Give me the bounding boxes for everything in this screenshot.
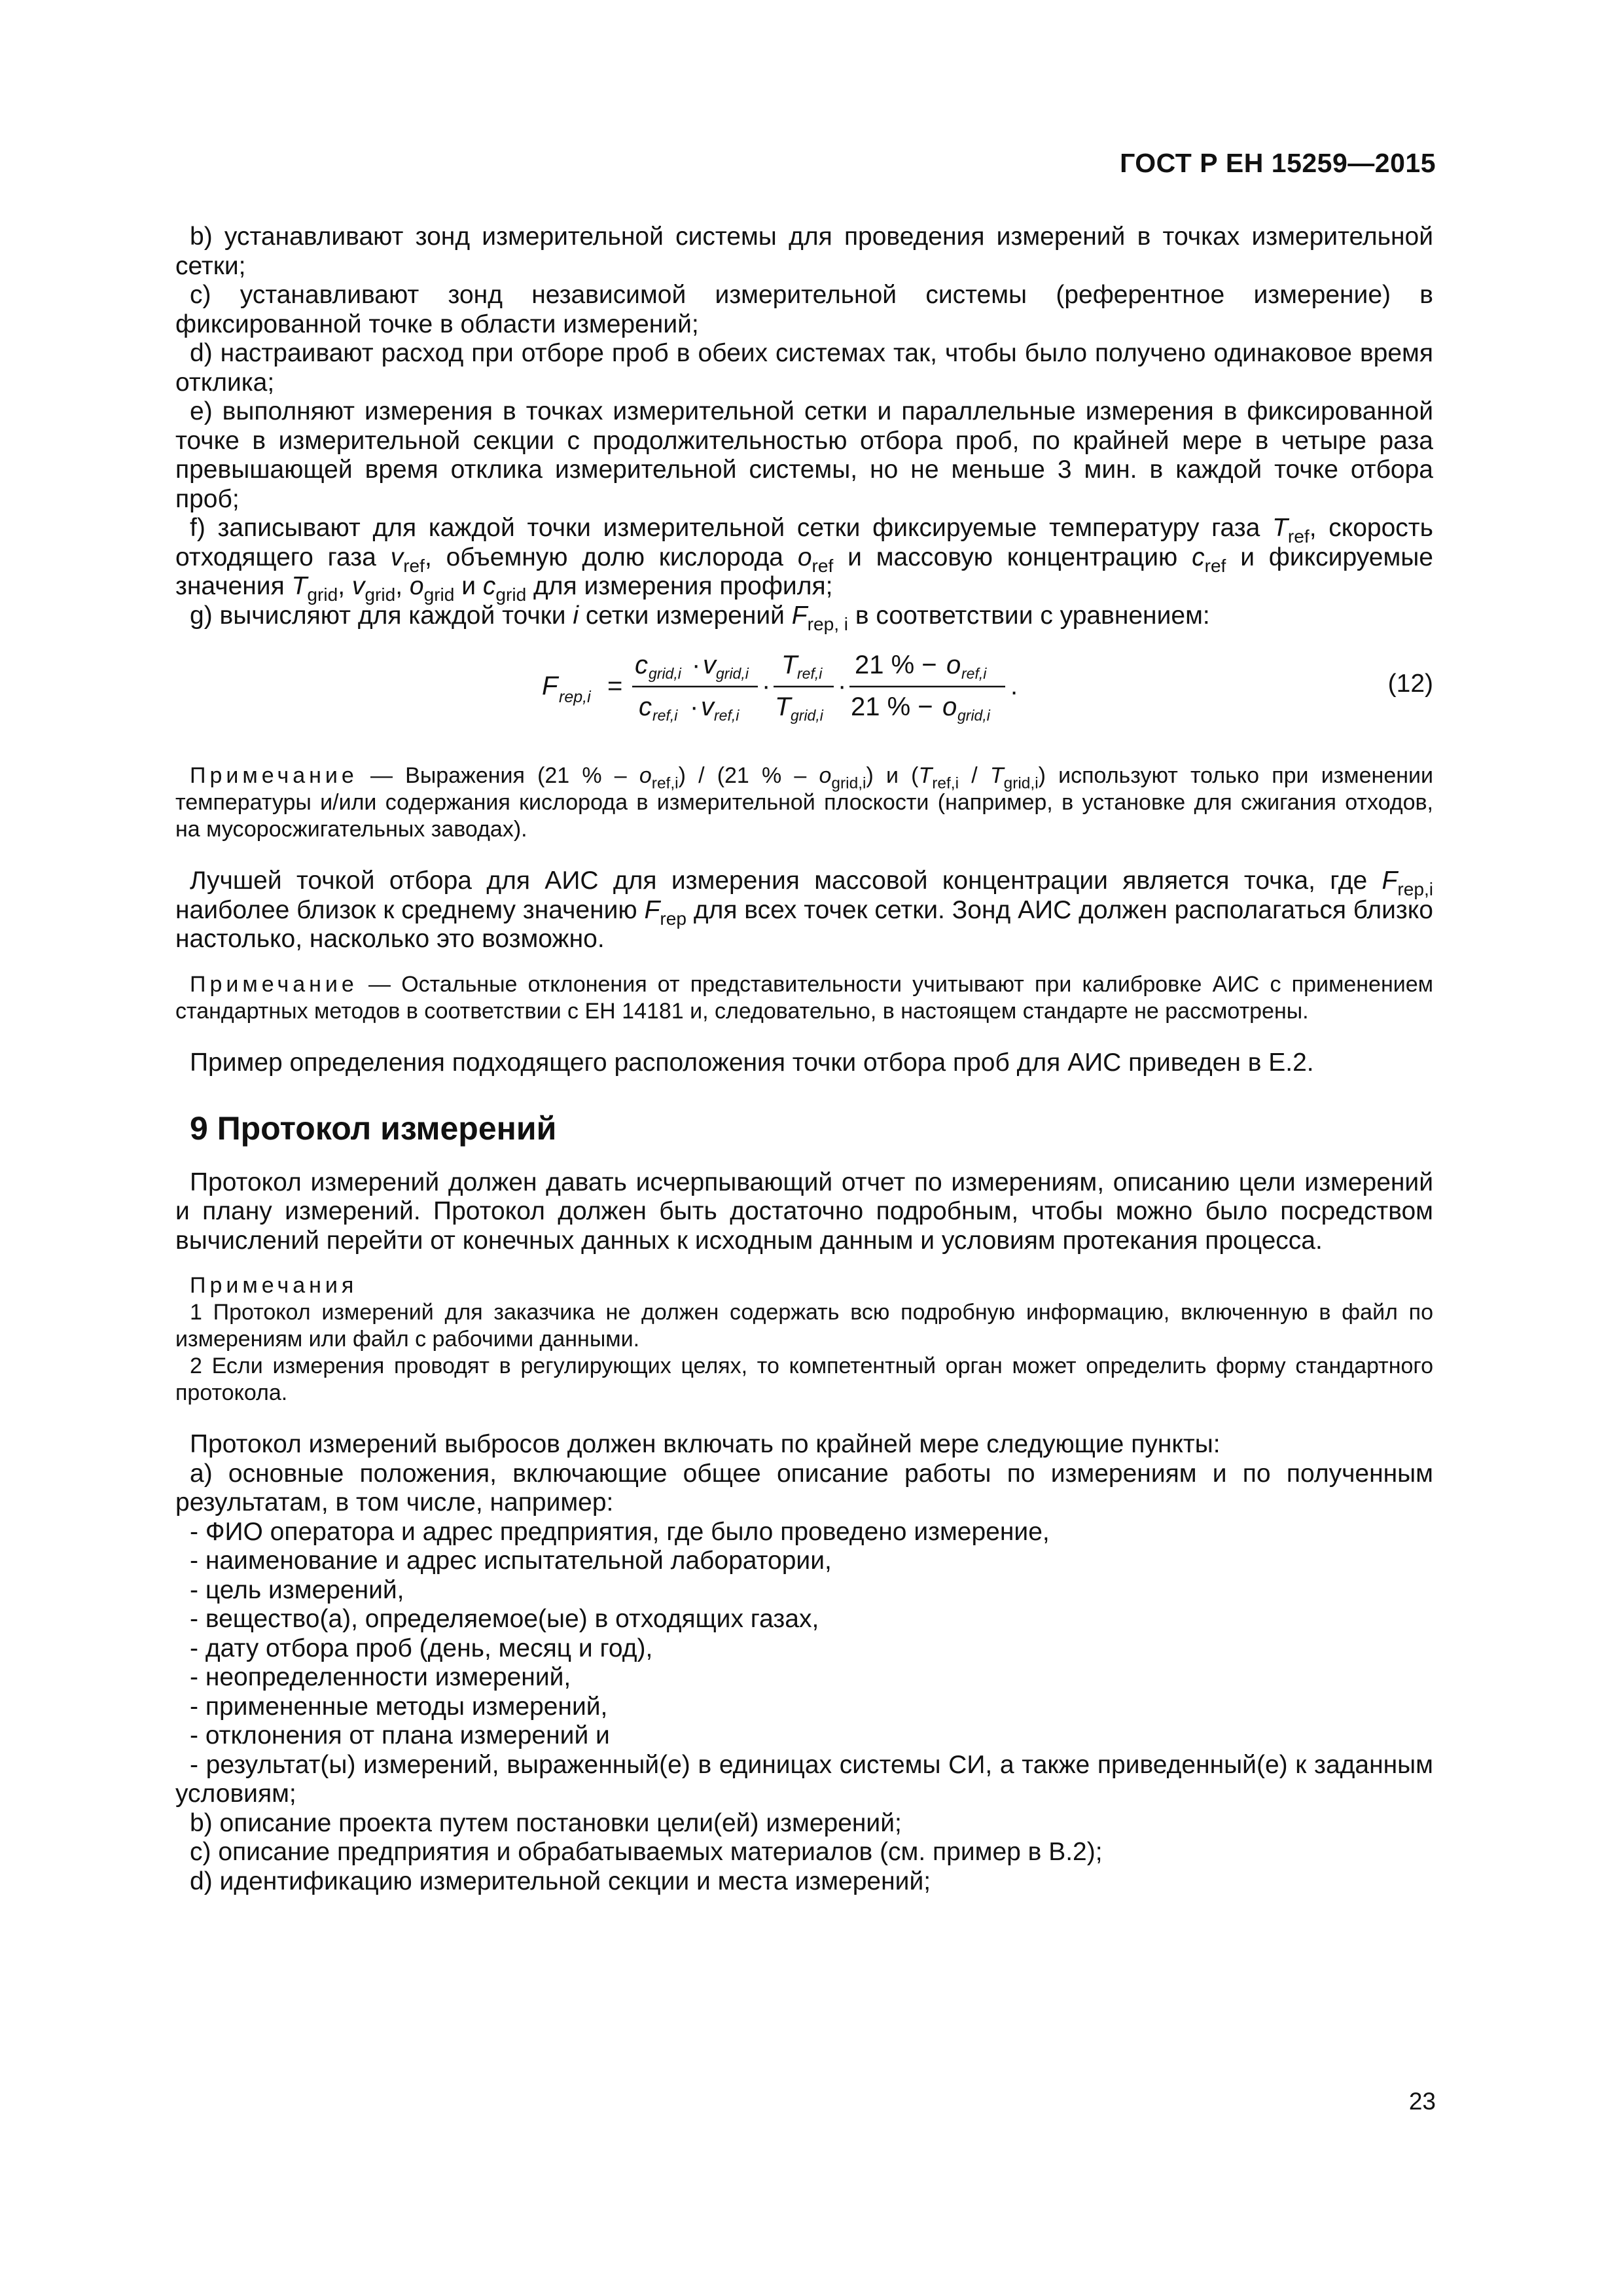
- dash-item: - наименование и адрес испытательной лаборатории,: [190, 1547, 832, 1575]
- item-c: c) описание предприятия и обрабатываемых материалов (см. пример в В.2);: [190, 1838, 1103, 1866]
- spacer: [175, 1407, 1433, 1430]
- var-v: v: [390, 543, 404, 571]
- var-o: o: [819, 763, 832, 788]
- f1-num-v-sub: grid,i: [716, 665, 749, 682]
- paragraph-e: e) выполняют измерения в точках измерительной сетки и параллельные измерения в фиксированной точке в измерительной секции с продолжительностью отбора проб, по крайней мере в четыре раза превышающей время отклика измерительной системы, но не меньше 3 мин. в каждой точке отбора проб;: [175, 397, 1433, 513]
- f3-den-sub: grid,i: [957, 707, 990, 724]
- standard-code-header: ГОСТ Р ЕН 15259—2015: [1120, 148, 1436, 178]
- var-c: c: [482, 572, 496, 600]
- spacer: [175, 1255, 1433, 1272]
- equation-12: [175, 638, 1433, 736]
- subscript: ref,i: [651, 774, 679, 793]
- note-lead: Примечание: [190, 971, 358, 997]
- subscript: rep,i: [1397, 878, 1433, 899]
- equation-formula: [542, 638, 1065, 736]
- dash-item: - дату отбора проб (день, месяц и год),: [190, 1634, 653, 1662]
- notes-title: [175, 1272, 1433, 1299]
- subscript: grid: [307, 584, 338, 605]
- dash-item: - результат(ы) измерений, выраженный(е) в единицах системы СИ, а также приведенный(е) к заданным условиям;: [175, 1750, 1433, 1808]
- text-run: , объемную долю кислорода: [424, 543, 798, 571]
- dash-item: - вещество(а), определяемое(ые) в отходящих газах,: [190, 1605, 819, 1633]
- text-run: и фиксируемые значения: [175, 543, 1434, 600]
- f2-den-sub: grid,i: [791, 707, 823, 724]
- f1-num-dot: ·: [692, 651, 701, 679]
- subscript: grid: [423, 584, 455, 605]
- f2-num-T: T: [781, 651, 798, 679]
- var-T: T: [918, 763, 933, 788]
- text-run: ) / (21 % –: [678, 763, 819, 788]
- var-T: T: [990, 763, 1004, 788]
- var-T: T: [1272, 514, 1288, 542]
- var-o: o: [797, 543, 812, 571]
- item-b: b) описание проекта путем постановки цели(ей) измерений;: [190, 1808, 902, 1837]
- text-run: и массовую концентрацию: [833, 543, 1192, 571]
- var-i: i: [573, 601, 579, 630]
- subscript: ref: [1287, 526, 1310, 547]
- text-run: сетки измерений: [579, 601, 792, 630]
- var-v: v: [351, 572, 365, 600]
- f1-den-c-sub: ref,i: [652, 707, 678, 724]
- subscript: ref,i: [932, 774, 959, 793]
- text-run: Лучшей точкой отбора для АИС для измерения массовой концентрации является точка, где: [190, 867, 1382, 895]
- paragraph-c: c) устанавливают зонд независимой измерительной системы (референтное измерение) в фиксированной точке в области измерений;: [175, 281, 1433, 338]
- eq-lhs-var: F: [542, 672, 558, 700]
- subscript: grid,i: [831, 774, 866, 793]
- f3-num-text: 21 % −: [855, 651, 937, 679]
- dash-item: - цель измерений,: [190, 1575, 404, 1604]
- dash-item: - неопределенности измерений,: [190, 1663, 571, 1691]
- item-d: d) идентификацию измерительной секции и места измерений;: [190, 1867, 931, 1895]
- text-run: ,: [395, 572, 410, 600]
- f3-den-text: 21 % −: [851, 692, 933, 721]
- item-a: a) основные положения, включающие общее описание работы по измерениям и по полученным результатам, в том числе, например:: [175, 1459, 1433, 1516]
- eq-period: .: [1010, 672, 1018, 700]
- note-2: [175, 971, 1433, 1025]
- text-run: для измерения профиля;: [526, 572, 833, 600]
- subscript: ref: [812, 555, 834, 576]
- f3-num-o: o: [946, 651, 961, 679]
- items-intro: Протокол измерений выбросов должен включать по крайней мере следующие пункты:: [190, 1430, 1221, 1458]
- text-run: и: [454, 572, 483, 600]
- note-text: Остальные отклонения от представительности учитывают при калибровке АИС с применением стандартных методов в соответствии с ЕН 14181 и, следовательно, в настоящем стандарте не рассмотрены.: [175, 971, 1433, 1024]
- subscript: rep, i: [807, 613, 849, 634]
- text-run: /: [959, 763, 990, 788]
- text-run: в соответствии с уравнением:: [848, 601, 1210, 630]
- best-point-paragraph: [175, 867, 1433, 954]
- eq-equals: =: [607, 672, 623, 700]
- text-run: для всех точек сетки. Зонд АИС должен располагаться близко настолько, насколько это возможно.: [175, 895, 1434, 953]
- section-9-title: 9 Протокол измерений: [190, 1110, 557, 1147]
- text-run: g) вычисляют для каждой точки: [190, 601, 573, 630]
- paragraph-d: d) настраивают расход при отборе проб в обеих системах так, чтобы было получено одинаковое время отклика;: [175, 339, 1433, 397]
- text-run: f) записывают для каждой точки измерительной сетки фиксируемые температуру газа: [190, 514, 1273, 542]
- var-F: F: [1382, 867, 1398, 895]
- f1-den-v: v: [701, 692, 714, 721]
- f1-num-c-sub: grid,i: [649, 665, 681, 682]
- note-lead: Примечание: [190, 763, 358, 788]
- eq-lhs-sub: rep,i: [559, 688, 591, 706]
- paragraph-b: b) устанавливают зонд измерительной системы для проведения измерений в точках измерительной сетки;: [175, 223, 1433, 280]
- var-T: T: [291, 572, 308, 600]
- var-F: F: [644, 895, 660, 924]
- text-run: ) и (: [866, 763, 919, 788]
- notes-lead: Примечания: [190, 1273, 358, 1298]
- paragraph-f: [175, 514, 1434, 605]
- equation-number: (12): [1387, 670, 1433, 698]
- subscript: rep: [660, 908, 687, 929]
- text-run: , скорость отходящего газа: [175, 514, 1433, 571]
- subscript: grid,i: [1003, 774, 1039, 793]
- spacer: [175, 843, 1433, 867]
- f1-den-v-sub: ref,i: [714, 707, 740, 724]
- subscript: grid: [365, 584, 396, 605]
- var-o: o: [639, 763, 652, 788]
- f2-num-sub: ref,i: [797, 665, 823, 682]
- var-F: F: [791, 601, 808, 630]
- var-c: c: [1192, 543, 1205, 571]
- spacer: [175, 954, 1433, 971]
- note-dash: —: [357, 971, 402, 997]
- subscript: ref: [1204, 555, 1226, 576]
- f3-den-o: o: [942, 692, 957, 721]
- f1-den-c: c: [639, 692, 652, 721]
- paragraph-g: [175, 601, 1433, 634]
- spacer: [175, 736, 1433, 762]
- dash-item: - примененные методы измерений,: [190, 1692, 608, 1721]
- f1-num-v: v: [703, 651, 716, 679]
- var-o: o: [409, 572, 424, 600]
- f2-den-T: T: [775, 692, 791, 721]
- spacer: [175, 1025, 1433, 1049]
- subscript: grid: [495, 584, 527, 605]
- f3-num-sub: ref,i: [961, 665, 987, 682]
- text-run: Выражения (21 % –: [405, 763, 639, 788]
- document-body: [175, 223, 1433, 1896]
- f1-den-dot: ·: [690, 692, 699, 721]
- dash-item: - ФИО оператора и адрес предприятия, где было проведено измерение,: [190, 1517, 1050, 1546]
- dash-item: - отклонения от плана измерений и: [190, 1721, 610, 1749]
- eq-dot-1: ·: [762, 672, 771, 700]
- f1-num-c: c: [635, 651, 648, 679]
- notes-item-1: 1 Протокол измерений для заказчика не должен содержать всю подробную информацию, включенную в файл по измерениям или файл с рабочими данными.: [175, 1300, 1433, 1352]
- note-dash: —: [357, 763, 406, 788]
- example-paragraph: Пример определения подходящего расположения точки отбора проб для АИС приведен в Е.2.: [190, 1048, 1314, 1077]
- subscript: ref: [403, 555, 425, 576]
- text-run: наиболее близок к среднему значению: [175, 895, 645, 924]
- page-number: 23: [1408, 2088, 1436, 2115]
- text-run: ,: [338, 572, 352, 600]
- text-run: ) используют только при изменении температуры и/или содержания кислорода в измерительной плоскости (например, в установке для сжигания отходов, на мусоросжигательных заводах).: [175, 763, 1434, 842]
- section-9-intro: Протокол измерений должен давать исчерпывающий отчет по измерениям, описанию цели измерений и плану измерений. Протокол должен быть достаточно подробным, чтобы можно было посредством вычислений перейти от конечных данных к исходным данным и условиям протекания процесса.: [175, 1168, 1433, 1255]
- notes-item-2: 2 Если измерения проводят в регулирующих целях, то компетентный орган может определить форму стандартного протокола.: [175, 1354, 1433, 1405]
- eq-dot-2: ·: [838, 672, 847, 700]
- note-1: [175, 762, 1433, 843]
